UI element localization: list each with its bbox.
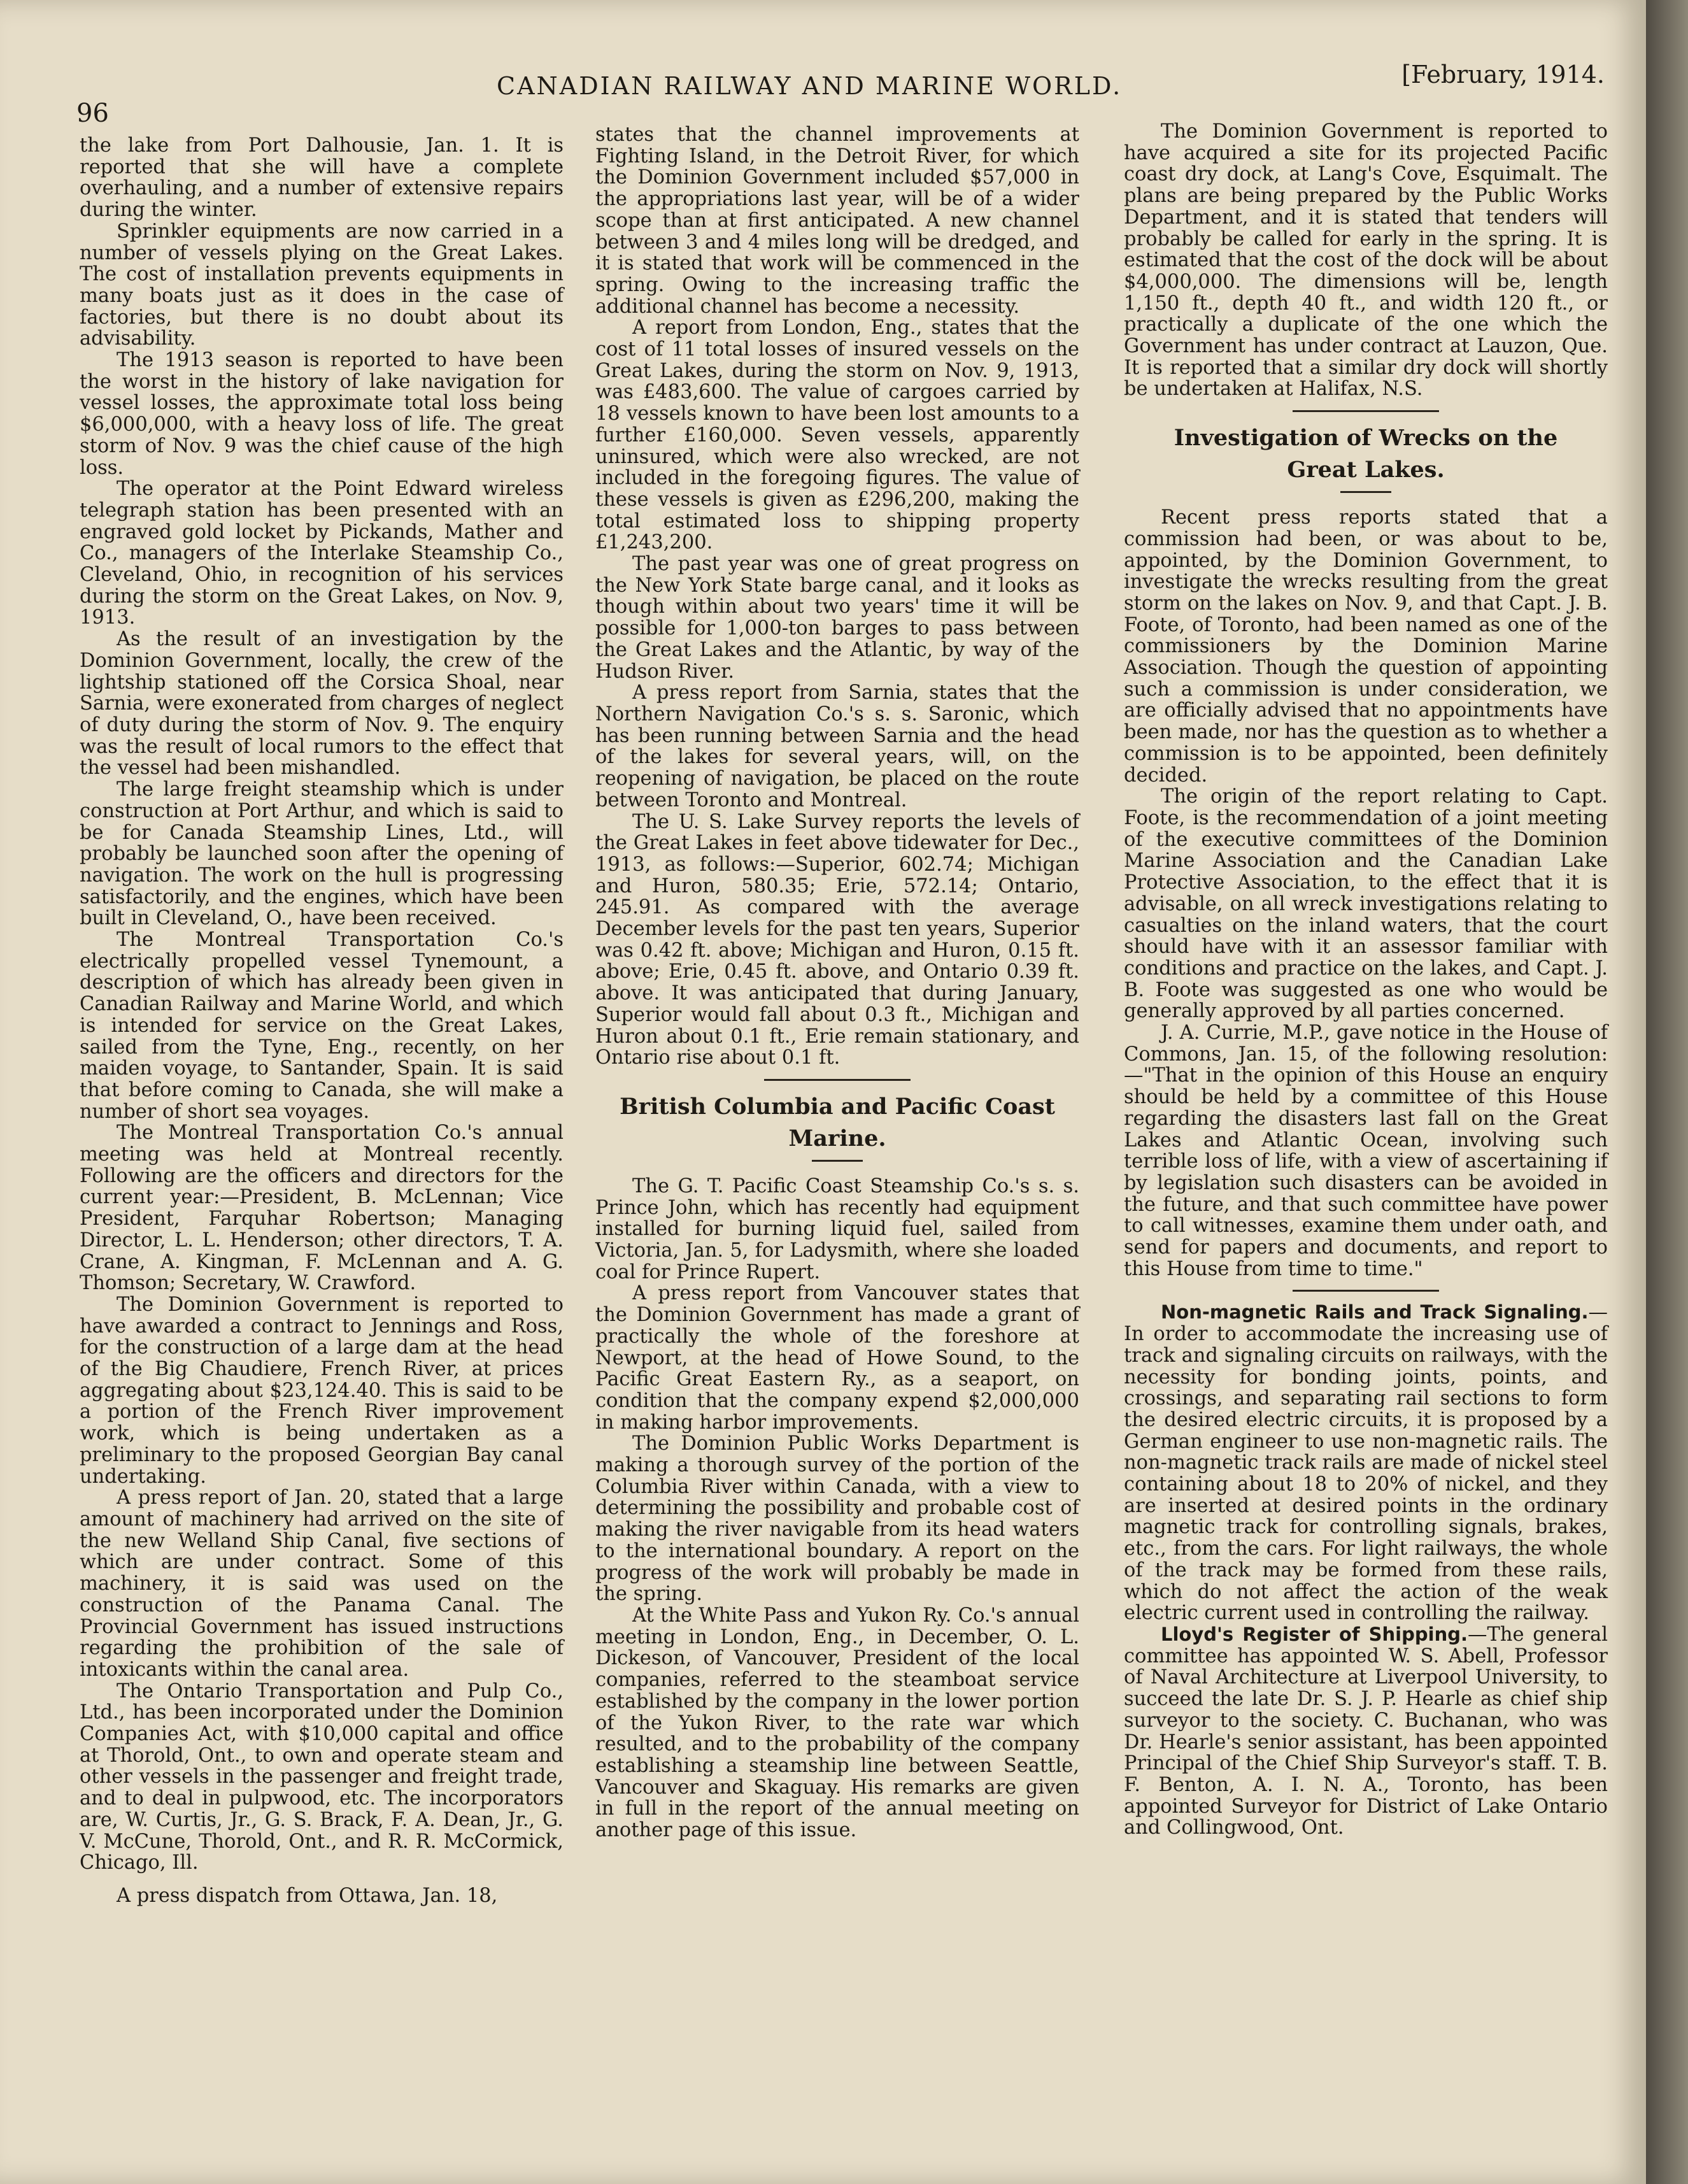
section-divider: [1293, 1290, 1439, 1292]
article-paragraph: The Dominion Government is reported to have acquired a site for its projected Pacific coast dry dock, at Lang's Cove, Esquimalt. The plans are being prepared by the Public Works Department, and it is stated that tenders will probably be called for early in the spring. It is estimated that the cost of the dock will be about $4,000,000. The dimensions will be, length 1,150 ft., depth 40 ft., and width 120 ft., or practically a duplicate of the one which the Government has under contract at Lauzon, Que. It is reported that a similar dry dock will shortly be undertaken at Halifax, N.S.: [1124, 120, 1608, 401]
page-number: 96: [76, 99, 109, 128]
article-paragraph: The Dominion Public Works Department is making a thorough survey of the portion of the Columbia River within Canada, with a view to determining the possibility and probable cost of making the river navigable from its head waters to the international boundary. A report on the progress of the work will probably be made in the spring.: [595, 1432, 1079, 1606]
page-header: [76, 61, 1605, 128]
article-paragraph: The U. S. Lake Survey reports the levels of the Great Lakes in feet above tidewater for Dec., 1913, as follows:—Superior, 602.74; Michigan and Huron, 580.35; Erie, 572.14; Ontario, 245.91. As compared with the average December levels for the past ten years, Superior was 0.42 ft. above; Michigan and Huron, 0.15 ft. above; Erie, 0.45 ft. above, and Ontario 0.39 ft. above. It was anticipated that during January, Superior would fall about 0.3 ft., Michigan and Huron about 0.1 ft., Erie remain stationary, and Ontario rise about 0.1 ft.: [595, 810, 1079, 1069]
article-paragraph: The origin of the report relating to Capt. Foote, is the recommendation of a joint meeting of the executive committees of the Dominion Marine Association and the Canadian Lake Protective Association, to the effect that it is advisable, on all wreck investigations relating to casualties on the inland waters, that the court should have with it an assessor familiar with conditions and practice on the lakes, and Capt. J. B. Foote was suggested as one who would be generally approved by all parties concerned.: [1124, 785, 1608, 1023]
news-item-lead: Lloyd's Register of Shipping.: [1161, 1624, 1468, 1645]
article-paragraph: The large freight steamship which is under construction at Port Arthur, and which is said to be for Canada Steamship Lines, Ltd., will probably be launched soon after the opening of navigation. The work on the hull is progressing satisfactorily, and the engines, which have been built in Cleveland, O., have been received.: [80, 778, 564, 930]
article-paragraph: At the White Pass and Yukon Ry. Co.'s annual meeting in London, Eng., in December, O. L. Dickeson, of Vancouver, President of the local companies, referred to the steamboat service established by the company in the lower portion of the Yukon River, to the rate war which resulted, and to the probability of the company establishing a steamship line between Seattle, Vancouver and Skaguay. His remarks are given in full in the report of the annual meeting on another page of this issue.: [595, 1604, 1079, 1842]
book-spine: [1646, 0, 1688, 2184]
article-paragraph: A press dispatch from Ottawa, Jan. 18,: [117, 1884, 498, 1907]
article-paragraph: The past year was one of great progress on the New York State barge canal, and it looks as though within about two years' time it will be possible for 1,000-ton barges to pass between the Great Lakes and the Atlantic, by way of the Hudson River.: [595, 553, 1079, 683]
article-paragraph: Sprinkler equipments are now carried in a number of vessels plying on the Great Lakes. The cost of installation prevents equipments in many boats just as it does in the case of factories, but there is no doubt about its advisability.: [80, 220, 564, 350]
section-divider: [764, 1079, 911, 1081]
news-item-lead: Non-magnetic Rails and Track Signaling.: [1161, 1301, 1589, 1324]
running-title: CANADIAN RAILWAY AND MARINE WORLD.: [497, 72, 1123, 100]
article-paragraph: The G. T. Pacific Coast Steamship Co.'s s. s. Prince John, which has recently had equipment installed for burning liquid fuel, sailed from Victoria, Jan. 5, for Ladysmith, where she loaded coal for Prince Rupert.: [595, 1174, 1079, 1283]
article-paragraph: The Dominion Government is reported to have awarded a contract to Jennings and Ross, for the construction of a large dam at the head of the Big Chaudiere, French River, at prices aggregating about $23,124.40. This is said to be a portion of the French River improvement work, which is being undertaken as a preliminary to the proposed Georgian Bay canal undertaking.: [80, 1293, 564, 1488]
column-3: [1124, 121, 1608, 1839]
article-paragraph: The Montreal Transportation Co.'s annual meeting was held at Montreal recently. Following are the officers and directors for the current year:—President, B. McLennan; Vice President, Farquhar Robertson; Managing Director, L. L. Henderson; other directors, T. A. Crane, A. Kingman, F. McLennan and A. G. Thomson; Secretary, W. Crawford.: [80, 1122, 564, 1295]
article-paragraph: the lake from Port Dalhousie, Jan. 1. It is reported that she will have a complete overhauling, and a number of extensive repairs during the winter.: [80, 134, 564, 222]
article-paragraph: The Montreal Transportation Co.'s electrically propelled vessel Tynemount, a description of which has already been given in Canadian Railway and Marine World, and which is intended for service on the Great Lakes, sailed from the Tyne, Eng., recently, on her maiden voyage, to Santander, Spain. It is said that before coming to Canada, she will make a number of short sea voyages.: [80, 929, 564, 1123]
article-paragraph: The Ontario Transportation and Pulp Co., Ltd., has been incorporated under the Dominion Companies Act, with $10,000 capital and office at Thorold, Ont., to own and operate steam and other vessels in the passenger and freight trade, and to deal in pulpwood, etc. The incorporators are, W. Curtis, Jr., G. S. Brack, F. A. Dean, Jr., G. V. McCune, Thorold, Ont., and R. R. McCormick, Chicago, Ill.: [80, 1680, 564, 1874]
section-divider: [1293, 410, 1439, 412]
heading-underline: [1340, 491, 1391, 493]
article-paragraph: J. A. Currie, M.P., gave notice in the House of Commons, Jan. 15, of the following resolution:—"That in the opinion of this House an enquiry should be held by a committee of this House regarding the disasters last fall on the Great Lakes and Atlantic Ocean, involving such terrible loss of life, with a view of ascertaining if by legislation such disasters can be avoided in the future, and that such committee have power to call witnesses, examine them under oath, and send for papers and documents, and report to this House from time to time.": [1124, 1022, 1608, 1280]
news-item: [1124, 1624, 1608, 1839]
column-2: [595, 124, 1079, 1841]
article-paragraph: As the result of an investigation by the Dominion Government, locally, the crew of the lightship stationed off the Corsica Shoal, near Sarnia, were exonerated from charges of neglect of duty during the storm of Nov. 9. The enquiry was the result of local rumors to the effect that the vessel had been mishandled.: [80, 628, 564, 780]
article-paragraph: The operator at the Point Edward wireless telegraph station has been presented with an engraved gold locket by Pickands, Mather and Co., managers of the Interlake Steamship Co., Cleveland, Ohio, in recognition of his services during the storm on the Great Lakes, on Nov. 9, 1913.: [80, 478, 564, 629]
article-paragraph: A press report from Sarnia, states that the Northern Navigation Co.'s s. s. Saronic, which has been running between Sarnia and the head of the lakes for several years, will, on the reopening of navigation, be placed on the route between Toronto and Montreal.: [595, 682, 1079, 811]
column-1: [80, 135, 564, 1907]
section-heading: Investigation of Wrecks on the Great Lakes.: [1174, 425, 1558, 483]
news-item: [1124, 1302, 1608, 1624]
section-heading: British Columbia and Pacific Coast Marine.: [620, 1093, 1055, 1152]
news-item-text: —The general committee has appointed W. S. Abell, Professor of Naval Architecture at Liverpool University, to succeed the late Dr. S. J. P. Hearle as chief ship surveyor to the society. C. Buchanan, who was Dr. Hearle's senior assistant, has been appointed Principal of the Chief Ship Surveyor's staff. T. B. F. Benton, A. I. N. A., Toronto, has been appointed Surveyor for District of Lake Ontario and Collingwood, Ont.: [1124, 1624, 1608, 1839]
heading-underline: [812, 1160, 863, 1162]
article-paragraph: The 1913 season is reported to have been the worst in the history of lake navigation for vessel losses, the approximate total loss being $6,000,000, with a heavy loss of life. The great storm of Nov. 9 was the chief cause of the high loss.: [80, 349, 564, 479]
article-paragraph: A press report from Vancouver states that the Dominion Government has made a grant of practically the whole of the foreshore at Newport, at the head of Howe Sound, to the Pacific Great Eastern Ry., as a seaport, on condition that the company expend $2,000,000 in making harbor improvements.: [595, 1282, 1079, 1434]
issue-date: [February, 1914.: [1401, 61, 1605, 89]
article-paragraph: states that the channel improvements at Fighting Island, in the Detroit River, for which the Dominion Government included $57,000 in the appropriations last year, will be of a wider scope than at first anticipated. A new channel between 3 and 4 miles long will be dredged, and it is stated that work will be commenced in the spring. Owing to the increasing traffic the additional channel has become a necessity.: [595, 124, 1079, 318]
news-item-text: —In order to accommodate the increasing use of track and signaling circuits on railways, with the necessity for bonding joints, points, and crossings, and separating rail sections to form the desired electric circuits, it is proposed by a German engineer to use non-magnetic rails. The non-magnetic track rails are made of nickel steel containing about 18 to 20% of nickel, and they are inserted at desired points in the ordinary magnetic track for controlling signals, brakes, etc., from the cars. For light railways, the whole of the track may be formed from these rails, which do not affect the action of the weak electric current used in controlling the railway.: [1124, 1301, 1608, 1625]
article-paragraph: Recent press reports stated that a commission had been, or was about to be, appointed, by the Dominion Government, to investigate the wrecks resulting from the great storm on the lakes on Nov. 9, and that Capt. J. B. Foote, of Toronto, had been named as one of the commissioners by the Dominion Marine Association. Though the question of appointing such a commission is under consideration, we are officially advised that no appointments have been made, nor has the question as to whether a commission is to be appointed, been definitely decided.: [1124, 506, 1608, 787]
article-paragraph: A report from London, Eng., states that the cost of 11 total losses of insured vessels on the Great Lakes, during the storm on Nov. 9, 1913, was £483,600. The value of cargoes carried by 18 vessels known to have been lost amounts to a further £160,000. Seven vessels, apparently uninsured, which were also wrecked, are not included in the foregoing figures. The value of these vessels is given as £296,200, making the total estimated loss to shipping property £1,243,200.: [595, 317, 1079, 554]
article-paragraph: A press report of Jan. 20, stated that a large amount of machinery had arrived on the site of the new Welland Ship Canal, five sections of which are under contract. Some of this machinery, it is said was used on the construction of the Panama Canal. The Provincial Government has issued instructions regarding the prohibition of the sale of intoxicants within the canal area.: [80, 1487, 564, 1681]
